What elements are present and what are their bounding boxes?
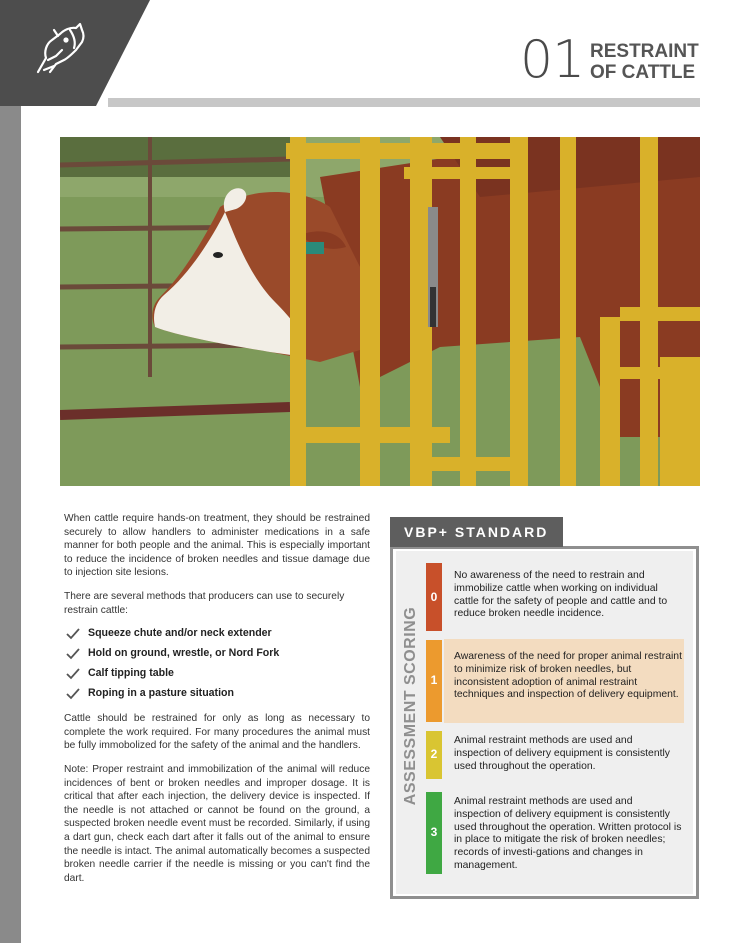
score-text-0: No awareness of the need to restrain and immobilize cattle when working on individual cattle for the safety of people and cattle and to reduce broken needle incidence. (454, 570, 668, 620)
score-bar-3 (426, 792, 442, 874)
list-item (64, 687, 370, 700)
intro-column (64, 512, 370, 895)
section-title (590, 41, 699, 83)
list-item (64, 667, 370, 680)
list-item (64, 627, 370, 640)
score-text-1: Awareness of the need for proper animal restraint to minimize risk of broken needles, but inconsistent adoption of animal restraint techniques and inspection of delivery equipment. (454, 651, 682, 701)
check-icon (66, 667, 80, 680)
intro-paragraph-2: There are several methods that producers can use to securely restrain cattle: (64, 590, 345, 616)
section-number: 01 (520, 30, 585, 90)
check-icon (66, 627, 80, 640)
score-number-1: 1 (430, 673, 438, 687)
method-label: Hold on ground, wrestle, or Nord Fork (88, 647, 280, 660)
score-number-0: 0 (430, 590, 438, 604)
check-icon (66, 687, 80, 700)
score-bar-0 (426, 563, 442, 631)
check-icon (66, 647, 80, 660)
section-title-line1: RESTRAINT (590, 41, 699, 62)
assessment-scoring-text: ASSESSMENT SCORING (402, 606, 419, 806)
score-bar-2 (426, 731, 442, 779)
intro-paragraph-1: When cattle require hands-on treatment, they should be restrained securely to allow handlers to administer medications in a safe manner for both people and the animal. This is especially important to reduce the incidence of broken needles and tissue damage due to injection site lesions. (64, 513, 370, 579)
intro-paragraph-3: Cattle should be restrained for only as long as necessary to complete the work required. For many procedures the animal must be fully immobolized for the safety of the animal and the handlers. (64, 713, 370, 752)
score-text-2: Animal restraint methods are used and inspection of delivery equipment is consistently used throughout the operation. (454, 735, 671, 772)
score-number-2: 2 (430, 747, 438, 761)
assessment-scoring-label (395, 606, 425, 812)
method-label: Squeeze chute and/or neck extender (88, 627, 272, 640)
list-item (64, 647, 370, 660)
section-title-line2: OF CATTLE (590, 62, 696, 83)
method-label: Calf tipping table (88, 667, 174, 680)
title-rule (108, 98, 700, 107)
score-text-3: Animal restraint methods are used and inspection of delivery equipment is consistently used throughout the operation. Written protocol is in place to mitigate the risk of broken needles; records of investi-gations and changes in management. (454, 796, 682, 871)
header-corner (0, 0, 150, 106)
cattle-restraint-photo (60, 137, 700, 486)
score-bar-1 (426, 640, 442, 722)
score-number-3: 3 (430, 825, 438, 839)
intro-paragraph-4: Note: Proper restraint and immobilization of the animal will reduce incidences of bent or broken needles and improper dosage. It is critical that after each injection, the delivery device is inspected. If the needle is not attached or cannot be found on the ground, a suspected broken needle event must be recorded. Similarly, if using a dart gun, check each dart after it falls out of the animal to ensure the needle is intact. The animal automatically becomes a suspected broken needle carrier if the needle is missing or you can't find the dart. (64, 763, 370, 884)
left-sidebar-stripe (0, 105, 21, 943)
restraint-methods-list (64, 627, 370, 700)
method-label: Roping in a pasture situation (88, 687, 234, 700)
standard-tab: VBP+ STANDARD (390, 517, 563, 547)
